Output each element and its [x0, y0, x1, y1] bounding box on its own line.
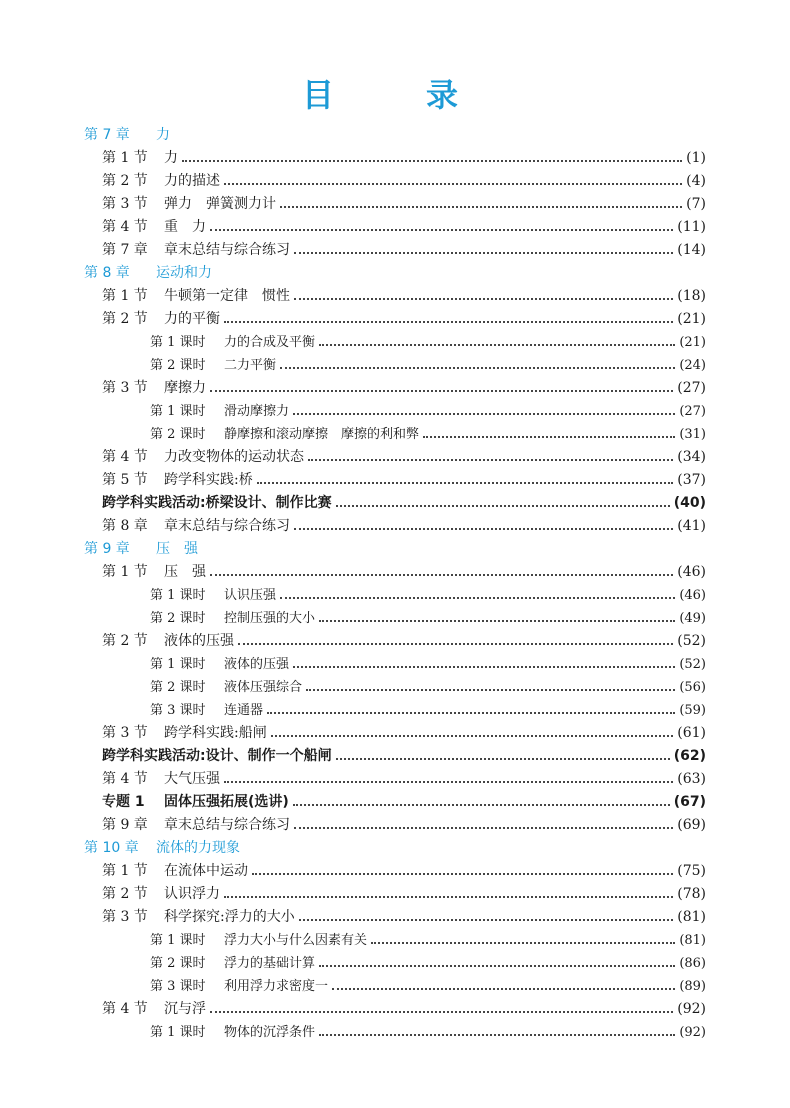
- toc-entry-page: (62): [673, 748, 706, 764]
- page-title: 目 录: [301, 76, 488, 114]
- toc-entry-label: 第 1 节: [102, 863, 148, 879]
- toc-entry-title: 力的合成及平衡: [224, 335, 316, 350]
- toc-entry-title: 液体的压强: [164, 633, 234, 649]
- toc-entry-title: 跨学科实践:船闸: [164, 725, 267, 741]
- dot-leader: [293, 412, 675, 415]
- toc-entry-page: (89): [679, 979, 706, 994]
- toc-entry-page: (7): [686, 196, 706, 212]
- toc-entry-section: [102, 814, 706, 837]
- dot-leader: [308, 458, 673, 461]
- toc-entry-page: (18): [677, 288, 706, 304]
- dot-leader: [267, 711, 675, 714]
- toc-entry-section: [102, 768, 706, 791]
- toc-entry-page: (37): [677, 472, 706, 488]
- toc-entry-label: 第 7 章: [102, 242, 148, 258]
- toc-entry-page: (24): [679, 358, 706, 373]
- toc-entry-label: 第 1 节: [102, 288, 148, 304]
- toc-entry-page: (14): [677, 242, 706, 258]
- toc-entry-label: 第 4 节: [102, 219, 148, 235]
- toc-entry-title: 压 强: [156, 541, 198, 557]
- toc-entry-label: 第 2 课时: [150, 956, 206, 971]
- dot-leader: [293, 665, 675, 668]
- toc-entry-label: 第 1 课时: [150, 1025, 206, 1040]
- toc-entry-title: 流体的力现象: [156, 840, 240, 856]
- toc-entry-page: (52): [679, 657, 706, 672]
- toc-entry-title: 物体的沉浮条件: [224, 1025, 316, 1040]
- toc-entry-section: [102, 377, 706, 400]
- toc-entry-lesson: [150, 929, 706, 952]
- toc-entry-section: [102, 860, 706, 883]
- toc-entry-label: 第 2 节: [102, 633, 148, 649]
- dot-leader: [252, 872, 673, 875]
- toc-entry-lesson: [150, 423, 706, 446]
- toc-entry-title: 弹力 弹簧测力计: [164, 196, 276, 212]
- toc-entry-lesson: [150, 584, 706, 607]
- toc-entry-label: 第 1 课时: [150, 335, 206, 350]
- toc-entry-bold: [102, 745, 706, 768]
- dot-leader: [210, 573, 673, 576]
- toc-entry-label: 第 2 节: [102, 311, 148, 327]
- toc-entry-label: 第 1 节: [102, 564, 148, 580]
- dot-leader: [306, 688, 675, 691]
- toc-entry-title: 认识压强: [224, 588, 277, 603]
- toc-entry-label: 第 5 节: [102, 472, 148, 488]
- toc-entry-title: 浮力的基础计算: [224, 956, 316, 971]
- toc-entry-chapter: [84, 538, 706, 561]
- toc-entry-chapter: [84, 124, 706, 147]
- toc-entry-page: (40): [673, 495, 706, 511]
- toc-entry-label: 第 3 课时: [150, 703, 206, 718]
- toc-entry-label: 第 2 课时: [150, 611, 206, 626]
- toc-entry-label: 第 2 课时: [150, 358, 206, 373]
- toc-entry-page: (27): [679, 404, 706, 419]
- dot-leader: [371, 941, 675, 944]
- toc-entry-title: 利用浮力求密度一: [224, 979, 329, 994]
- toc-entry-title: 液体的压强: [224, 657, 290, 672]
- toc-entry-page: (81): [677, 909, 706, 925]
- toc-entry-title: 科学探究:浮力的大小: [164, 909, 295, 925]
- dot-leader: [293, 803, 670, 806]
- toc-entry-page: (63): [677, 771, 706, 787]
- toc-entry-page: (49): [679, 611, 706, 626]
- toc-entry-page: (86): [679, 956, 706, 971]
- toc-entry-chapter: [84, 262, 706, 285]
- dot-leader: [224, 895, 673, 898]
- toc-entry-title: 认识浮力: [164, 886, 220, 902]
- toc-entry-page: (67): [673, 794, 706, 810]
- toc-entry-title: 跨学科实践:桥: [164, 472, 253, 488]
- toc-entry-page: (52): [677, 633, 706, 649]
- toc-entry-label: 第 3 节: [102, 909, 148, 925]
- toc-entry-title: 液体压强综合: [224, 680, 303, 695]
- toc-entry-section: [102, 285, 706, 308]
- toc-entry-page: (78): [677, 886, 706, 902]
- toc-entry-page: (4): [686, 173, 706, 189]
- dot-leader: [319, 619, 675, 622]
- toc-entry-title: 章末总结与综合练习: [164, 817, 290, 833]
- toc-entry-label: 第 8 章: [84, 265, 130, 281]
- toc-entry-page: (69): [677, 817, 706, 833]
- toc-entry-section: [102, 469, 706, 492]
- toc-entry-title: 章末总结与综合练习: [164, 242, 290, 258]
- toc-entry-title: 力的描述: [164, 173, 220, 189]
- dot-leader: [210, 228, 673, 231]
- toc-entry-title: 运动和力: [156, 265, 212, 281]
- toc-entry-label: 第 1 课时: [150, 657, 206, 672]
- dot-leader: [336, 504, 670, 507]
- toc-entry-page: (31): [679, 427, 706, 442]
- toc-entry-section: [102, 308, 706, 331]
- toc-entry-page: (56): [679, 680, 706, 695]
- dot-leader: [280, 596, 675, 599]
- dot-leader: [280, 366, 675, 369]
- toc-entry-page: (75): [677, 863, 706, 879]
- dot-leader: [271, 734, 674, 737]
- toc-entry-title: 沉与浮: [164, 1001, 206, 1017]
- toc-entry-title: 二力平衡: [224, 358, 277, 373]
- toc-entry-label: 第 2 课时: [150, 680, 206, 695]
- toc-entry-label: 第 9 章: [102, 817, 148, 833]
- toc-entry-page: (92): [677, 1001, 706, 1017]
- toc-entry-lesson: [150, 975, 706, 998]
- toc-entry-chapter: [84, 837, 706, 860]
- dot-leader: [210, 389, 673, 392]
- toc-entry-title: 连通器: [224, 703, 264, 718]
- toc-entry-label: 第 7 章: [84, 127, 130, 143]
- dot-leader: [257, 481, 674, 484]
- toc-entry-title: 力: [164, 150, 178, 166]
- toc-entry-label: 第 8 章: [102, 518, 148, 534]
- toc-entry-label: 专题 1: [102, 794, 145, 810]
- toc-entry-label: 第 2 节: [102, 173, 148, 189]
- toc-entry-label: 第 2 节: [102, 886, 148, 902]
- toc-entry-label: 第 2 课时: [150, 427, 206, 442]
- toc-entry-title: 固体压强拓展(选讲): [164, 794, 289, 810]
- dot-leader: [294, 297, 673, 300]
- toc-entry-label: 第 1 课时: [150, 404, 206, 419]
- toc-entry-title: 力改变物体的运动状态: [164, 449, 304, 465]
- toc-entry-title: 跨学科实践活动:设计、制作一个船闸: [102, 748, 332, 764]
- toc-entry-title: 牛顿第一定律 惯性: [164, 288, 290, 304]
- toc-entry-section: [102, 883, 706, 906]
- toc-entry-section: [102, 239, 706, 262]
- dot-leader: [319, 964, 675, 967]
- toc-entry-section: [102, 170, 706, 193]
- toc-entry-title: 控制压强的大小: [224, 611, 316, 626]
- toc-entry-page: (46): [679, 588, 706, 603]
- dot-leader: [294, 251, 673, 254]
- dot-leader: [319, 343, 675, 346]
- toc-entry-title: 摩擦力: [164, 380, 206, 396]
- toc-entry-title: 滑动摩擦力: [224, 404, 290, 419]
- dot-leader: [299, 918, 674, 921]
- toc-entry-section: [102, 193, 706, 216]
- dot-leader: [294, 826, 673, 829]
- toc-entry-title: 压 强: [164, 564, 206, 580]
- toc-entry-section: [102, 998, 706, 1021]
- dot-leader: [224, 182, 682, 185]
- toc-entry-label: 第 4 节: [102, 771, 148, 787]
- toc-entry-label: 第 1 课时: [150, 588, 206, 603]
- toc-entry-label: 第 10 章: [84, 840, 139, 856]
- toc-entry-title: 浮力大小与什么因素有关: [224, 933, 368, 948]
- dot-leader: [224, 320, 673, 323]
- toc-entry-lesson: [150, 1021, 706, 1044]
- toc-entry-title: 力的平衡: [164, 311, 220, 327]
- toc-entry-label: 第 3 节: [102, 380, 148, 396]
- dot-leader: [319, 1033, 675, 1036]
- toc-entry-page: (21): [679, 335, 706, 350]
- toc-entry-page: (1): [686, 150, 706, 166]
- toc-entry-bold: [102, 492, 706, 515]
- toc-entry-section: [102, 147, 706, 170]
- toc-entry-title: 重 力: [164, 219, 206, 235]
- toc-entry-section: [102, 630, 706, 653]
- toc-entry-bold: [102, 791, 706, 814]
- toc-entry-section: [102, 906, 706, 929]
- dot-leader: [423, 435, 675, 438]
- toc-entry-page: (92): [679, 1025, 706, 1040]
- toc-entry-page: (46): [677, 564, 706, 580]
- toc-entry-title: 大气压强: [164, 771, 220, 787]
- toc-entry-label: 第 4 节: [102, 1001, 148, 1017]
- toc-entry-label: 第 3 课时: [150, 979, 206, 994]
- toc-entry-label: 第 1 课时: [150, 933, 206, 948]
- dot-leader: [294, 527, 673, 530]
- toc-entry-label: 第 3 节: [102, 196, 148, 212]
- toc-entry-label: 第 1 节: [102, 150, 148, 166]
- toc-entry-lesson: [150, 331, 706, 354]
- toc-entry-page: (34): [677, 449, 706, 465]
- dot-leader: [336, 757, 670, 760]
- toc-entry-page: (21): [677, 311, 706, 327]
- toc-entry-lesson: [150, 400, 706, 423]
- toc-entry-page: (61): [677, 725, 706, 741]
- dot-leader: [210, 1010, 673, 1013]
- toc-entry-lesson: [150, 653, 706, 676]
- toc-entry-label: 第 3 节: [102, 725, 148, 741]
- toc-entry-title: 跨学科实践活动:桥梁设计、制作比赛: [102, 495, 332, 511]
- toc-entry-page: (81): [679, 933, 706, 948]
- toc-entry-page: (41): [677, 518, 706, 534]
- toc-entry-lesson: [150, 354, 706, 377]
- toc-entry-title: 静摩擦和滚动摩擦 摩擦的利和弊: [224, 427, 420, 442]
- toc-entry-lesson: [150, 607, 706, 630]
- dot-leader: [280, 205, 682, 208]
- dot-leader: [238, 642, 673, 645]
- toc-entry-label: 第 4 节: [102, 449, 148, 465]
- dot-leader: [224, 780, 673, 783]
- toc-entry-lesson: [150, 699, 706, 722]
- toc-entry-section: [102, 561, 706, 584]
- toc-entry-title: 章末总结与综合练习: [164, 518, 290, 534]
- toc-entry-page: (27): [677, 380, 706, 396]
- toc-entry-page: (59): [679, 703, 706, 718]
- toc-entry-title: 在流体中运动: [164, 863, 248, 879]
- toc-entry-label: 第 9 章: [84, 541, 130, 557]
- toc-entry-section: [102, 515, 706, 538]
- toc-entry-lesson: [150, 952, 706, 975]
- toc-entry-page: (11): [677, 219, 706, 235]
- toc-entry-title: 力: [156, 127, 170, 143]
- dot-leader: [332, 987, 675, 990]
- dot-leader: [182, 159, 682, 162]
- toc-entry-section: [102, 446, 706, 469]
- toc-entry-section: [102, 722, 706, 745]
- toc-entry-section: [102, 216, 706, 239]
- toc-entry-lesson: [150, 676, 706, 699]
